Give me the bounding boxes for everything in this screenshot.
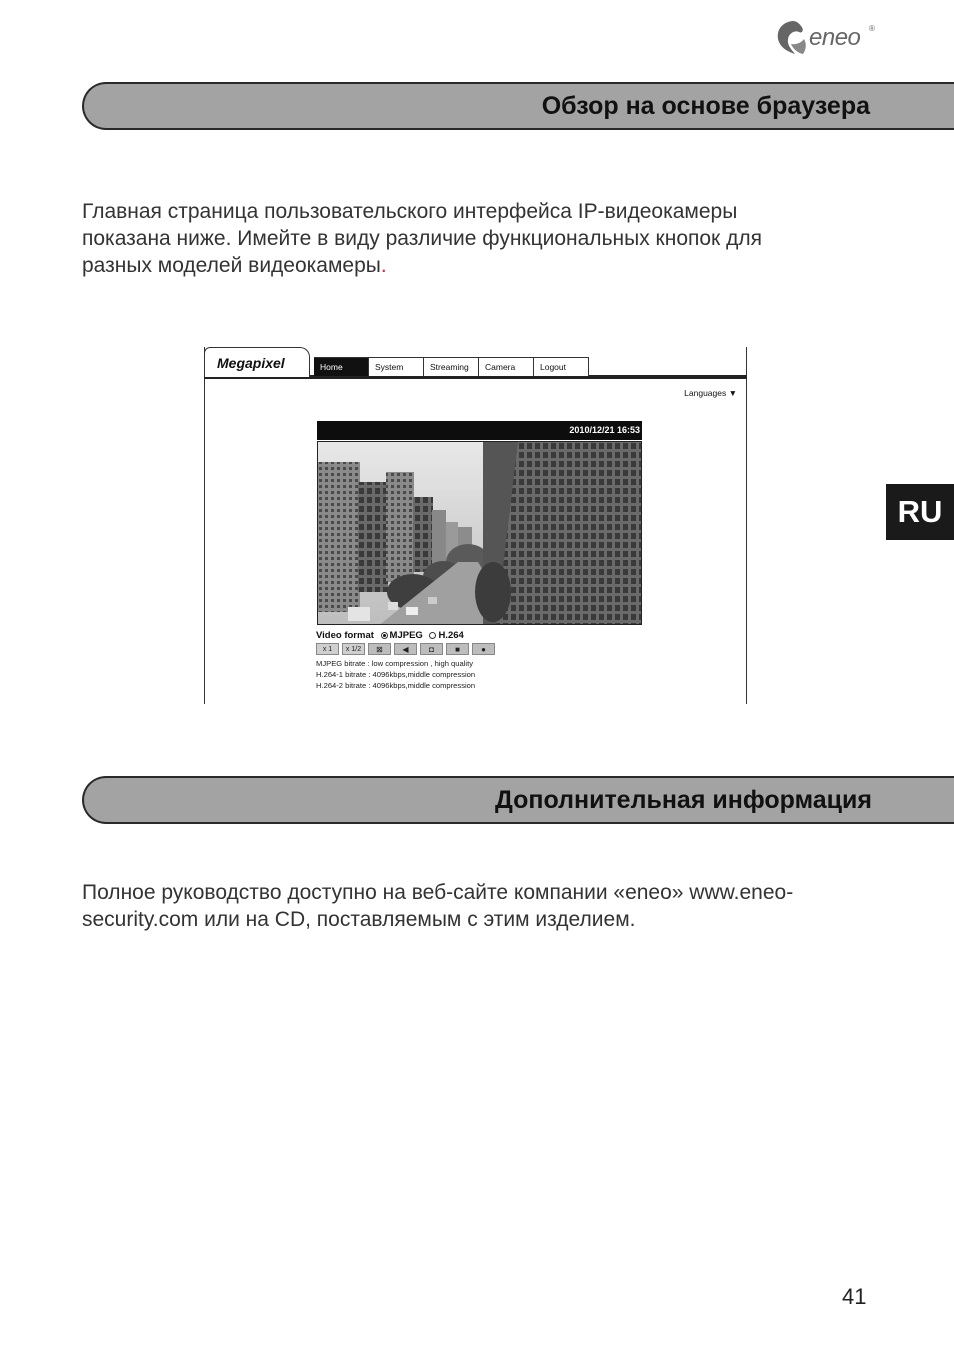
- camera-ui-screenshot: [204, 347, 747, 704]
- eneo-swirl-icon: [773, 18, 809, 58]
- h264-1-bitrate-text: H.264-1 bitrate : 4096kbps,middle compression: [316, 670, 476, 679]
- nav-streaming[interactable]: Streaming: [424, 358, 479, 376]
- eneo-logo: [773, 18, 883, 58]
- speaker-icon: ◀: [402, 645, 409, 654]
- h264-label: H.264: [438, 630, 464, 641]
- more-info-line-1: Полное руководство доступно на веб-сайте компании «eneo» www.eneo-: [82, 881, 794, 904]
- nav-system[interactable]: System: [369, 358, 424, 376]
- city-street-scene-image: [318, 442, 642, 625]
- intro-line-3: разных моделей видеокамеры: [82, 254, 381, 277]
- stop-button[interactable]: [446, 643, 469, 655]
- snapshot-button[interactable]: [420, 643, 443, 655]
- page-number: 41: [842, 1284, 867, 1309]
- intro-line-2: показана ниже. Имейте в виду различие функциональных кнопок для: [82, 227, 762, 250]
- fullscreen-off-button[interactable]: [368, 643, 391, 655]
- section-header-browser-overview: [82, 82, 954, 130]
- record-button[interactable]: [472, 643, 495, 655]
- logo-wordmark: eneo: [809, 24, 861, 51]
- video-header-bar: [317, 421, 642, 440]
- camera-brand-label: Megapixel: [217, 355, 285, 371]
- section-header-more-info: [82, 776, 954, 824]
- mjpeg-bitrate-text: MJPEG bitrate : low compression , high quality: [316, 659, 474, 668]
- section-title: Дополнительная информация: [494, 786, 872, 814]
- languages-dropdown[interactable]: Languages ▼: [684, 388, 737, 398]
- nav-home[interactable]: Home: [314, 358, 369, 376]
- more-info-line-2: security.com или на CD, поставляемым с этим изделием.: [82, 908, 636, 931]
- nav-camera[interactable]: Camera: [479, 358, 534, 376]
- zoom-half-button[interactable]: x 1/2: [342, 643, 365, 655]
- zoom-x1-button[interactable]: x 1: [316, 643, 339, 655]
- live-video-image: [317, 441, 642, 625]
- snapshot-camera-icon: ◘: [429, 645, 434, 654]
- h264-radio[interactable]: [429, 632, 436, 639]
- language-side-tab: RU: [886, 484, 954, 540]
- registered-mark: ®: [869, 24, 875, 33]
- fullscreen-off-icon: ⊠: [376, 645, 383, 654]
- record-icon: ●: [481, 645, 486, 654]
- intro-paragraph: [82, 198, 882, 279]
- mjpeg-radio[interactable]: [381, 632, 388, 639]
- camera-nav: [314, 357, 589, 376]
- section-title: Обзор на основе браузера: [541, 92, 870, 120]
- video-timestamp: 2010/12/21 16:53: [569, 425, 640, 435]
- video-format-label: Video format: [316, 630, 374, 641]
- intro-trailing-dot: .: [380, 254, 387, 277]
- mjpeg-label: MJPEG: [389, 630, 423, 641]
- video-control-row: [316, 643, 495, 655]
- stop-icon: ■: [455, 645, 460, 654]
- intro-line-1: Главная страница пользовательского интерфейса IP-видеокамеры: [82, 200, 738, 223]
- nav-logout[interactable]: Logout: [534, 358, 589, 376]
- video-format-row: [316, 630, 464, 641]
- camera-brand-tab: [204, 347, 310, 377]
- more-info-paragraph: [82, 879, 882, 933]
- speaker-button[interactable]: [394, 643, 417, 655]
- h264-2-bitrate-text: H.264-2 bitrate : 4096kbps,middle compression: [316, 681, 476, 690]
